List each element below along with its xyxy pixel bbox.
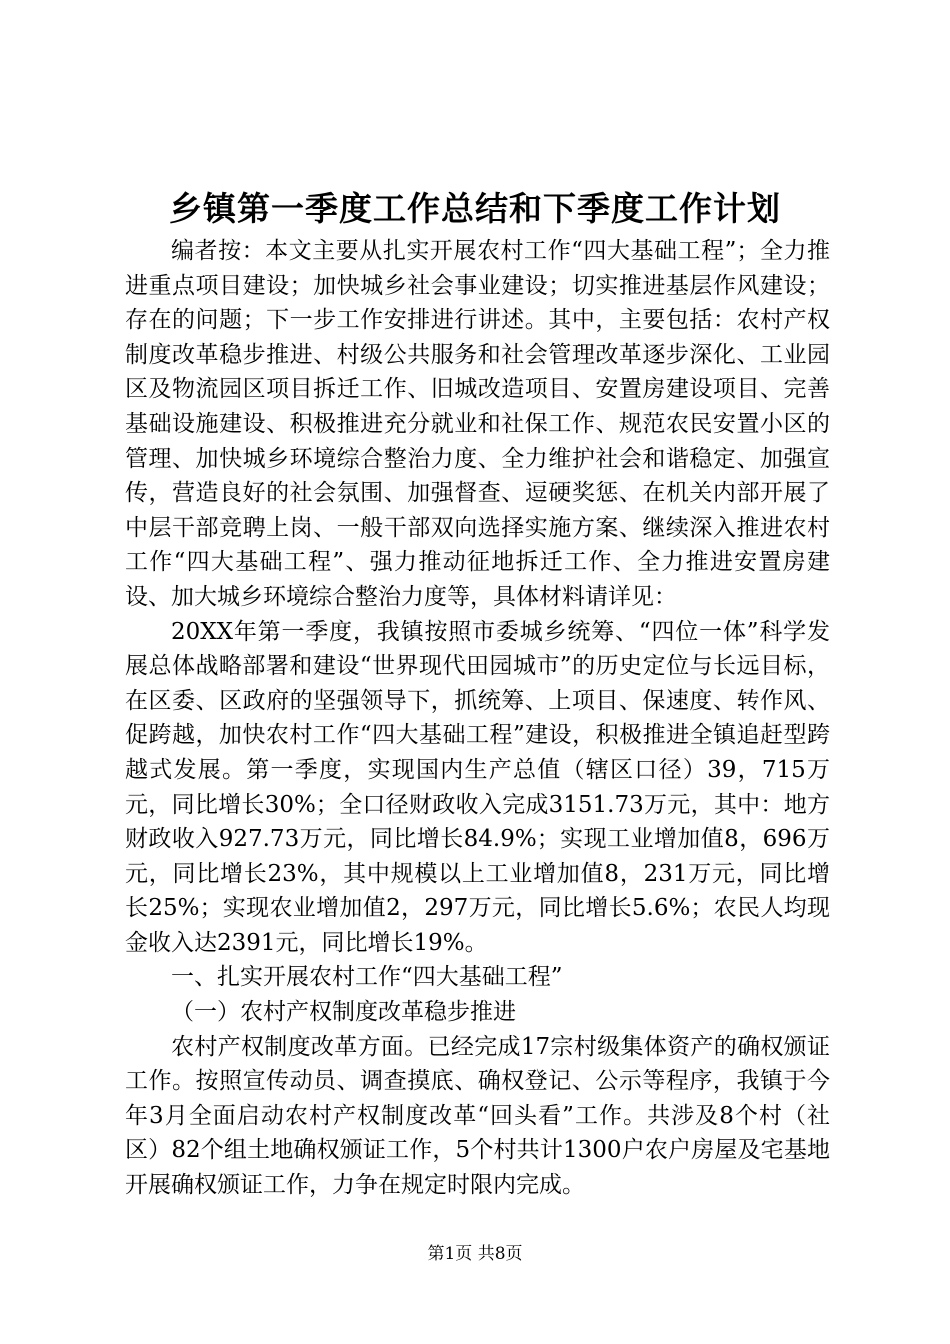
document-body xyxy=(125,234,830,1203)
property-reform-paragraph: 农村产权制度改革方面。已经完成17宗村级集体资产的确权颁证工作。按照宣传动员、调查摸底、确权登记、公示等程序，我镇于今年3月全面启动农村产权制度改革“回头看”工作。共涉及8个村（社区）82个组土地确权颁证工作，5个村共计1300户农户房屋及宅基地开展确权颁证工作，力争在规定时限内完成。 xyxy=(125,1033,830,1199)
editor-note-paragraph: 编者按：本文主要从扎实开展农村工作“四大基础工程”；全力推进重点项目建设；加快城乡社会事业建设；切实推进基层作风建设；存在的问题；下一步工作安排进行讲述。其中，主要包括：农村产权制度改革稳步推进、村级公共服务和社会管理改革逐步深化、工业园区及物流园区项目拆迁工作、旧城改造项目、安置房建设项目、完善基础设施建设、积极推进充分就业和社保工作、规范农民安置小区的管理、加快城乡环境综合整治力度、全力维护社会和谐稳定、加强宣传，营造良好的社会氛围、加强督查、逗硬奖惩、在机关内部开展了中层干部竞聘上岗、一般干部双向选择实施方案、继续深入推进农村工作“四大基础工程”、强力推动征地拆迁工作、全力推进安置房建设、加大城乡环境综合整治力度等，具体材料请详见： xyxy=(125,238,830,610)
summary-paragraph: 20XX年第一季度，我镇按照市委城乡统筹、“四位一体”科学发展总体战略部署和建设“世界现代田园城市”的历史定位与长远目标，在区委、区政府的坚强领导下，抓统筹、上项目、保速度、转作风、促跨越，加快农村工作“四大基础工程”建设，积极推进全镇追赶型跨越式发展。第一季度，实现国内生产总值（辖区口径）39，715万元，同比增长30%；全口径财政收入完成3151.73万元，其中：地方财政收入927.73万元，同比增长84.9%；实现工业增加值8，696万元，同比增长23%，其中规模以上工业增加值8，231万元，同比增长25%；实现农业增加值2，297万元，同比增长5.6%；农民人均现金收入达2391元，同比增长19%。 xyxy=(125,618,830,956)
page-number-footer: 第1页 共8页 xyxy=(427,1244,523,1264)
section-heading: 一、扎实开展农村工作“四大基础工程” xyxy=(171,964,563,991)
document-title: 乡镇第一季度工作总结和下季度工作计划 xyxy=(169,189,781,228)
subsection-heading: （一）农村产权制度改革稳步推进 xyxy=(171,999,516,1026)
